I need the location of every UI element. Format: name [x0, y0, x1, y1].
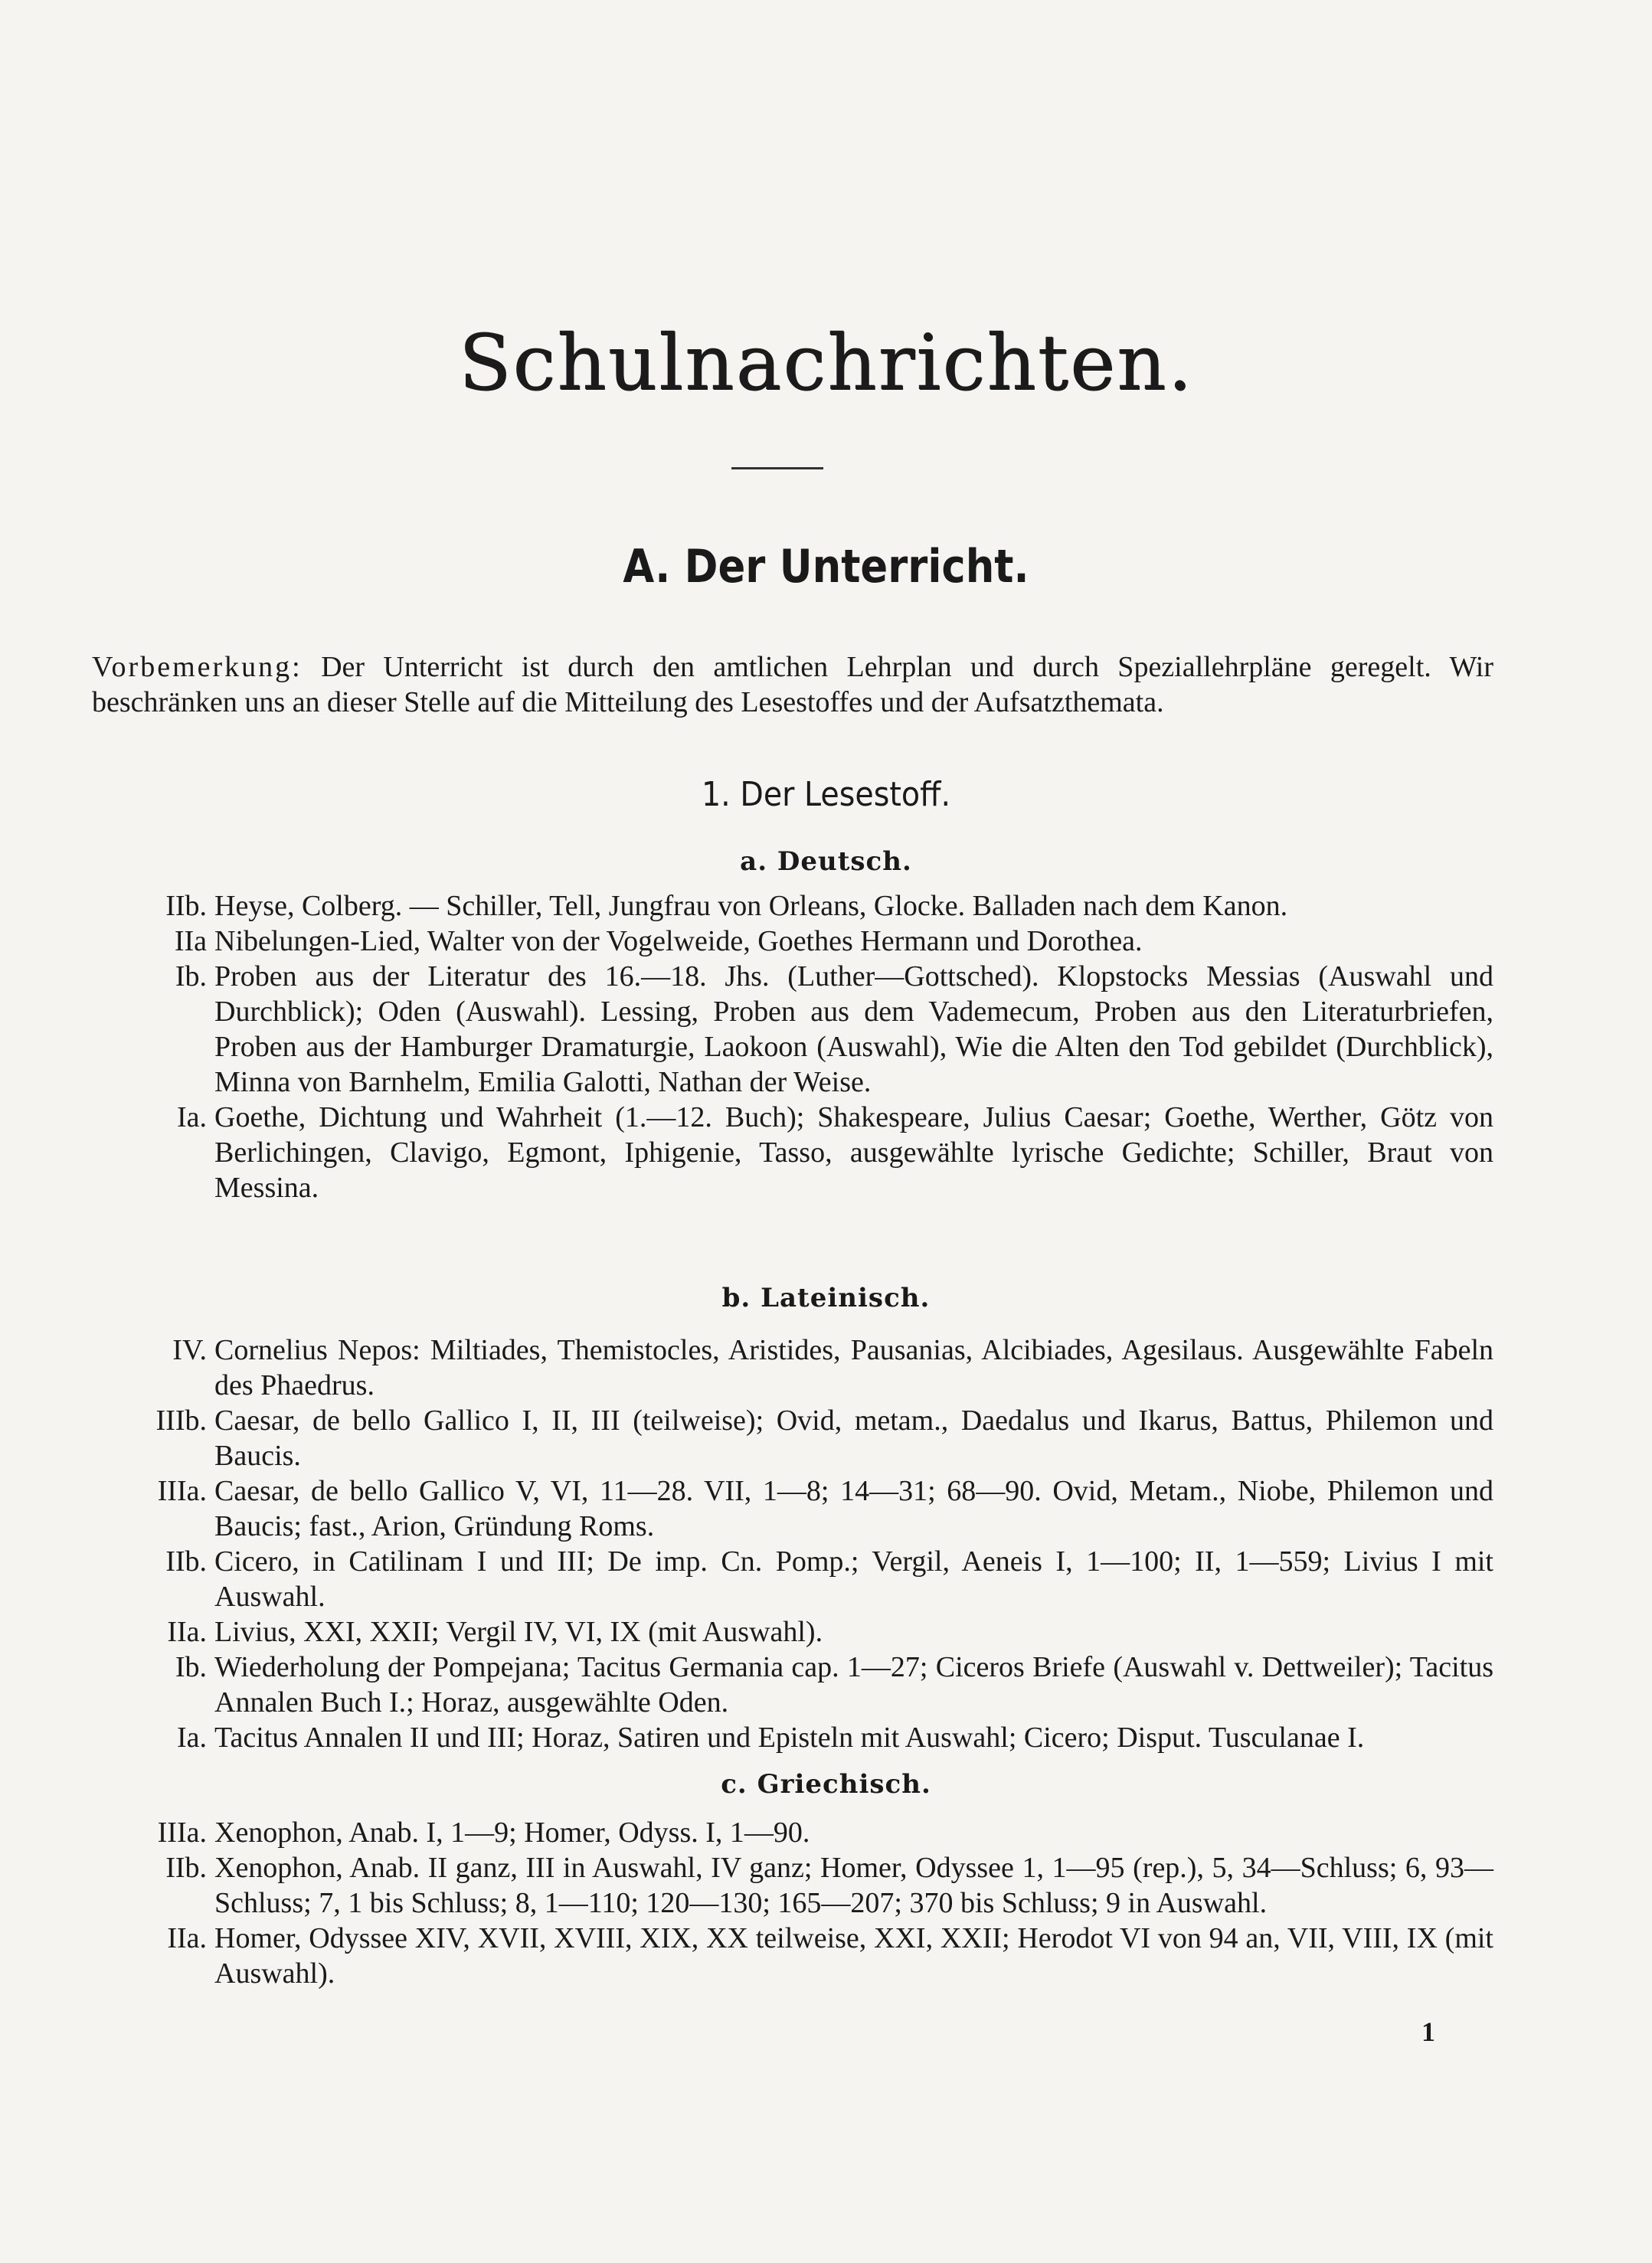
entry-text: Goethe, Dichtung und Wahrheit (1.—12. Buch); Shakespeare, Julius Caesar; Goethe, Werther, Götz von Berlichingen, Clavigo, Egmont, Iphigenie, Tasso, ausgewählte lyrische Gedichte; Schiller, Braut von Messina. [214, 1101, 1493, 1204]
entry-text: Proben aus der Literatur des 16.—18. Jhs. (Luther—Gottsched). Klopstocks Messias (Auswahl und Durchblick); Oden (Auswahl). Lessing, Proben aus dem Vademecum, Proben aus den Literaturbriefen, Proben aus der Hamburger Dramaturgie, Laokoon (Auswahl), Wie die Alten den Tod gebildet (Durchblick), Minna von Barnhelm, Emilia Galotti, Nathan der Weise. [214, 960, 1493, 1098]
list-item [92, 1403, 1493, 1473]
list-item [92, 1921, 1493, 1991]
class-label: IIa. [167, 1922, 207, 1954]
list-item [92, 1544, 1493, 1614]
list-item [92, 1614, 1493, 1650]
subsection-heading-deutsch: a. Deutsch. [740, 846, 912, 877]
list-item [92, 888, 1493, 924]
class-label: IIa. [167, 1616, 207, 1648]
subsection-heading-griechisch: c. Griechisch. [721, 1769, 931, 1800]
list-item [92, 1473, 1493, 1544]
title-divider [731, 467, 823, 469]
list-item [92, 959, 1493, 1100]
entry-text: Wiederholung der Pompejana; Tacitus Germania cap. 1—27; Ciceros Briefe (Auswahl v. Dettweiler); Tacitus Annalen Buch I.; Horaz, ausgewählte Oden. [214, 1651, 1493, 1719]
list-item [92, 1333, 1493, 1403]
list-item [92, 924, 1493, 959]
class-label: IIIa. [157, 1475, 207, 1507]
page-title: Schulnachrichten. [458, 318, 1194, 407]
class-label: Ib. [175, 1651, 207, 1683]
list-item [92, 1100, 1493, 1205]
entry-text: Nibelungen-Lied, Walter von der Vogelweide, Goethes Hermann und Dorothea. [214, 925, 1143, 957]
class-label: Ia. [176, 1722, 207, 1754]
entry-text: Livius, XXI, XXII; Vergil IV, VI, IX (mit Auswahl). [214, 1616, 823, 1648]
part-heading: A. Der Unterricht. [623, 540, 1029, 594]
list-item [92, 1850, 1493, 1921]
section-heading: 1. Der Lesestoff. [701, 775, 951, 814]
entries-lateinisch [92, 1333, 1493, 1755]
class-label: IIb. [165, 1852, 207, 1884]
intro-text: Der Unterricht ist durch den amtlichen Lehrplan und durch Speziallehrpläne geregelt. Wir beschränken uns an dieser Stelle auf die Mitteilung des Lesestoffes und der Aufsatzthemata. [92, 651, 1494, 718]
entry-text: Caesar, de bello Gallico I, II, III (teilweise); Ovid, metam., Daedalus und Ikarus, Battus, Philemon und Baucis. [214, 1405, 1493, 1472]
intro-paragraph [92, 649, 1493, 720]
entry-text: Caesar, de bello Gallico V, VI, 11—28. VII, 1—8; 14—31; 68—90. Ovid, Metam., Niobe, Philemon und Baucis; fast., Arion, Gründung Roms. [214, 1475, 1493, 1542]
page-number: 1 [1421, 2016, 1435, 2047]
class-label: Ib. [175, 960, 207, 993]
entries-griechisch [92, 1815, 1493, 1991]
entry-text: Cicero, in Catilinam I und III; De imp. Cn. Pomp.; Vergil, Aeneis I, 1—100; II, 1—559; Livius I mit Auswahl. [214, 1545, 1493, 1613]
entry-text: Xenophon, Anab. I, 1—9; Homer, Odyss. I, 1—90. [214, 1817, 810, 1849]
intro-lead: Vorbemerkung: [92, 651, 303, 683]
entries-deutsch [92, 888, 1493, 1205]
class-label: IV. [172, 1334, 207, 1366]
entry-text: Homer, Odyssee XIV, XVII, XVIII, XIX, XX teilweise, XXI, XXII; Herodot VI von 94 an, VII, VIII, IX (mit Auswahl). [214, 1922, 1493, 1990]
subsection-heading-lateinisch: b. Lateinisch. [721, 1283, 931, 1313]
entry-text: Tacitus Annalen II und III; Horaz, Satiren und Episteln mit Auswahl; Cicero; Disput. Tusculanae I. [214, 1722, 1365, 1754]
class-label: IIb. [165, 1545, 207, 1578]
entry-text: Cornelius Nepos: Miltiades, Themistocles, Aristides, Pausanias, Alcibiades, Agesilaus. Ausgewählte Fabeln des Phaedrus. [214, 1334, 1493, 1401]
class-label: IIb. [165, 890, 207, 922]
entry-text: Heyse, Colberg. — Schiller, Tell, Jungfrau von Orleans, Glocke. Balladen nach dem Kanon. [214, 890, 1288, 922]
class-label: IIa [174, 925, 207, 957]
class-label: Ia. [176, 1101, 207, 1133]
list-item [92, 1815, 1493, 1850]
class-label: IIIa. [157, 1817, 207, 1849]
entry-text: Xenophon, Anab. II ganz, III in Auswahl, IV ganz; Homer, Odyssee 1, 1—95 (rep.), 5, 34—Schluss; 6, 93—Schluss; 7, 1 bis Schluss; 8, 1—110; 120—130; 165—207; 370 bis Schluss; 9 in Auswahl. [214, 1852, 1493, 1919]
list-item [92, 1720, 1493, 1755]
list-item [92, 1650, 1493, 1720]
class-label: IIIb. [155, 1405, 207, 1437]
